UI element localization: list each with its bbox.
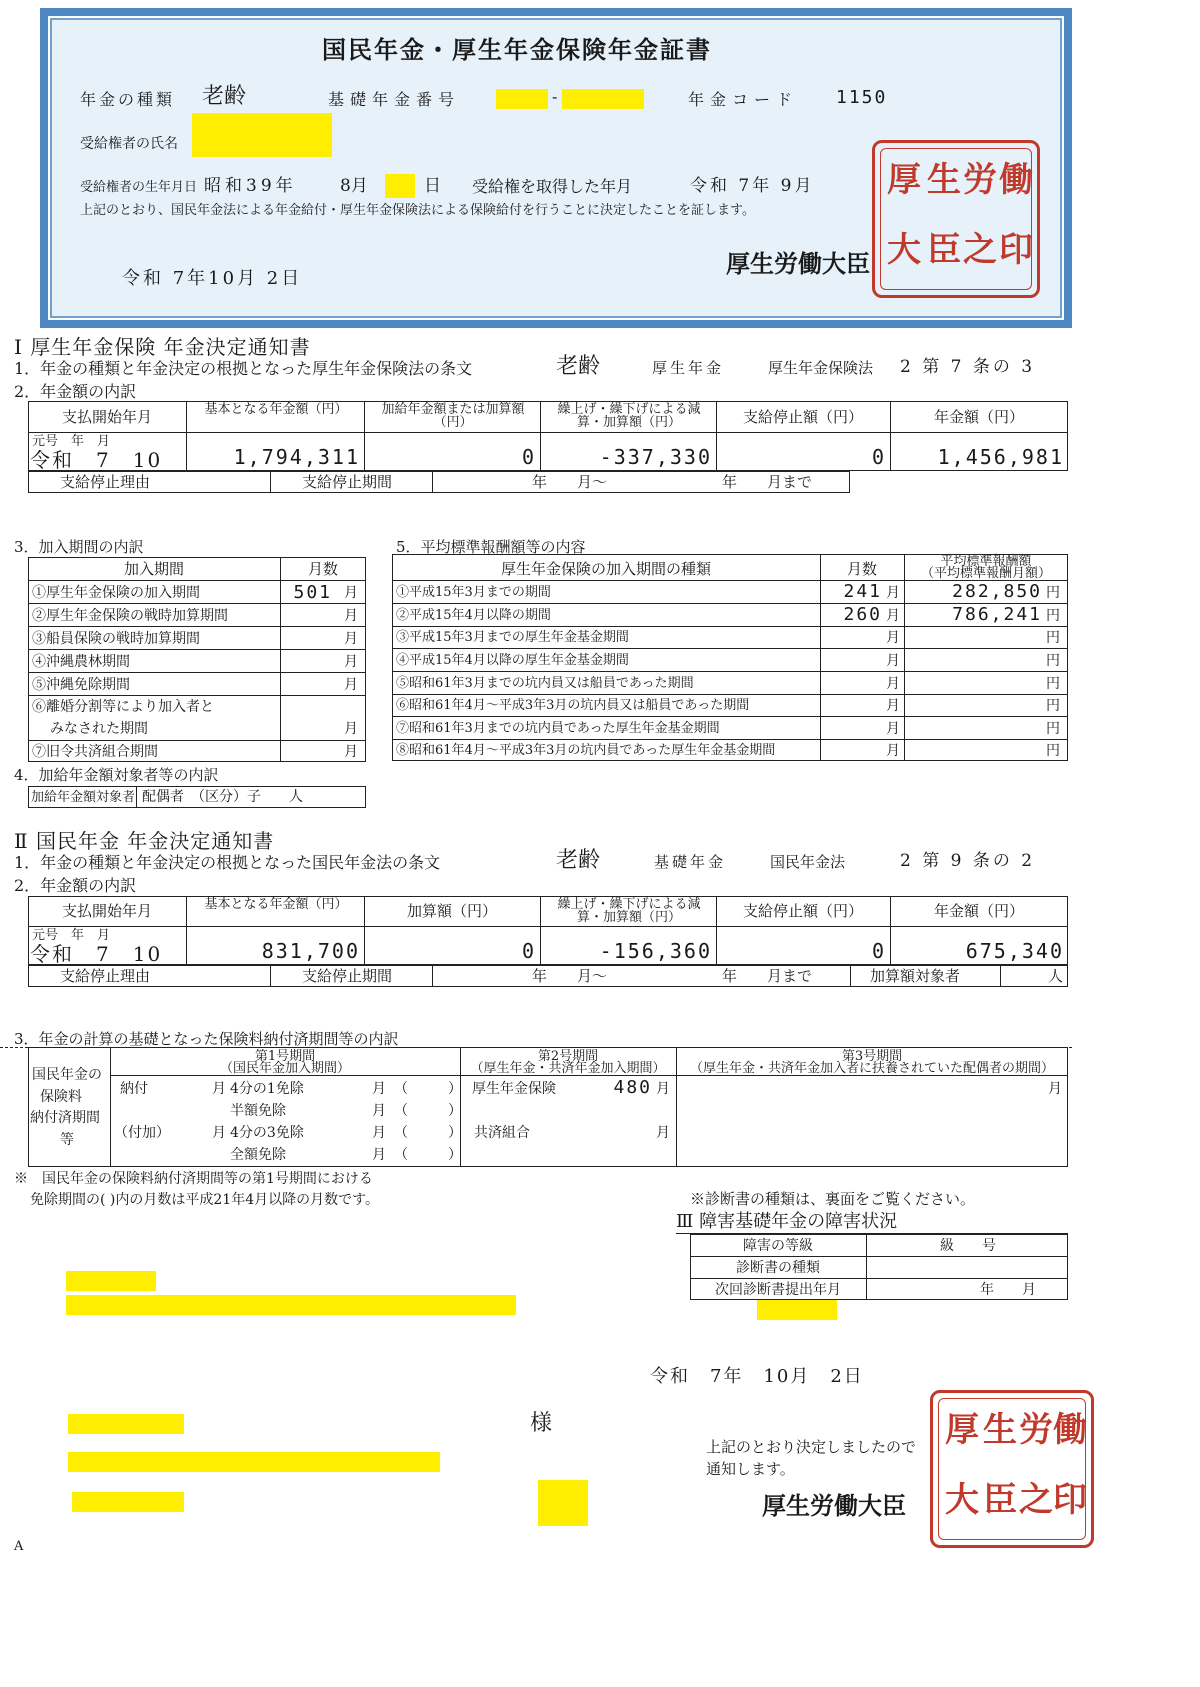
kosei-label: 厚生年金保険	[472, 1081, 556, 1097]
section2-item1-label: 1．年金の種類と年金決定の根拠となった国民年金法の条文	[14, 853, 441, 872]
table-rule	[270, 471, 271, 493]
redaction	[192, 113, 332, 157]
table-rule	[866, 1234, 867, 1300]
official-seal-stamp	[930, 1390, 1094, 1548]
seal-glyph: 働	[999, 160, 1033, 200]
seal-glyph: 厚	[887, 160, 921, 200]
exempt-quarter-label: 4分の1免除	[230, 1081, 304, 1097]
stop-reason-label: 支給停止理由	[60, 967, 151, 985]
table-rule	[28, 649, 366, 650]
addon-label: （付加）	[114, 1125, 170, 1141]
col-header: 年金額（円）	[933, 902, 1024, 920]
kosei-months: 480	[613, 1077, 652, 1098]
section2-article: 2 第 9 条の 2	[900, 851, 1036, 871]
enrollment-row-label: ⑦旧令共済組合期間	[32, 744, 158, 760]
redaction	[496, 89, 548, 109]
table-rule	[28, 580, 366, 581]
yen-unit: 円	[1046, 608, 1060, 624]
seal-glyph: 大	[887, 230, 921, 270]
col-header: 月数	[846, 560, 877, 578]
era-label: 元号 年 月	[32, 928, 111, 943]
month-unit: 月	[886, 585, 900, 601]
p3-sub: （厚生年金・共済年金加入者に扶養されていた配偶者の期間）	[689, 1061, 1054, 1076]
seal-glyph: 臣	[927, 230, 961, 270]
seal-glyph: 之	[1019, 1480, 1053, 1520]
p1-header: 第1号期間	[254, 1049, 316, 1064]
redaction	[757, 1300, 837, 1320]
stop-reason-label: 支給停止理由	[60, 473, 151, 491]
redaction	[562, 89, 644, 109]
paren-close: ）	[448, 1147, 462, 1163]
honorific: 様	[530, 1411, 553, 1436]
paid-label: 納付	[120, 1081, 148, 1097]
seal-glyph: 印	[999, 230, 1033, 270]
enrollment-row-label: ⑥離婚分割等により加入者と	[32, 699, 214, 715]
avg-row-label: ⑧昭和61年4月～平成3年3月の坑内員であった厚生年金基金期間	[396, 743, 776, 758]
start-date: 令和 7 10	[30, 942, 163, 966]
month-unit: 月	[344, 585, 358, 601]
stop-period-from: 年 月～	[532, 967, 608, 985]
p1-sub: （国民年金加入期間）	[219, 1061, 350, 1076]
month-unit: 月	[656, 1125, 670, 1141]
avg-row-label: ⑦昭和61年3月までの坑内員であった厚生年金基金期間	[396, 721, 720, 736]
col-header: 厚生年金保険の加入期間の種類	[500, 560, 711, 578]
month-unit: 月	[886, 743, 900, 759]
certificate-title: 国民年金・厚生年金保険年金証書	[322, 35, 712, 64]
month-unit: 月	[212, 1081, 226, 1097]
avg-row-label: ⑤昭和61年3月までの坑内員又は船員であった期間	[396, 676, 694, 691]
disability-row-label: 診断書の種類	[736, 1260, 820, 1276]
acquired-value: 令和 7年 9月	[690, 176, 815, 196]
exempt-half-label: 半額免除	[230, 1103, 286, 1119]
footer-issuer: 厚生労働大臣	[762, 1491, 906, 1520]
table-rule	[280, 557, 281, 762]
col-header: 平均標準報酬額	[940, 554, 1032, 569]
addition-amount: 0	[521, 939, 536, 963]
section1-kind: 老齢	[556, 354, 601, 379]
avg-row-months: 260	[843, 604, 882, 625]
enrollment-row-label: ⑤沖縄免除期間	[32, 677, 130, 693]
table-rule	[28, 626, 366, 627]
seal-glyph: 働	[1053, 1410, 1087, 1450]
notice-line: 通知します。	[706, 1460, 795, 1478]
section2-heading: Ⅱ 国民年金 年金決定通知書	[14, 829, 275, 853]
birth-era-year: 昭和39年	[204, 176, 297, 196]
col-header: 支払開始年月	[61, 902, 152, 920]
section1-item1-label: 1．年金の種類と年金決定の根拠となった厚生年金保険法の条文	[14, 359, 473, 378]
month-unit: 月	[344, 677, 358, 693]
table-rule	[850, 965, 851, 987]
table-rule	[690, 1256, 1068, 1257]
section1-fund: 厚生年金	[652, 359, 725, 377]
section3-heading: 3．加入期間の内訳	[14, 538, 144, 556]
section3-disability-heading: Ⅲ 障害基礎年金の障害状況	[676, 1211, 898, 1232]
section2-kind: 老齢	[556, 848, 601, 873]
col-header: 支給停止額（円）	[742, 408, 863, 426]
redaction	[68, 1452, 440, 1472]
dependent-label: 加給年金額対象者	[31, 790, 136, 805]
era-label: 元号 年 月	[32, 434, 111, 449]
section2-fund: 基礎年金	[654, 853, 727, 871]
yen-unit: 円	[1046, 585, 1060, 601]
disability-grade: 級 号	[940, 1238, 996, 1254]
dependent-value: 配偶者 （区分）子 人	[142, 789, 303, 805]
month-unit: 月	[372, 1147, 386, 1163]
avg-row-label: ⑥昭和61年4月～平成3年3月の坑内員又は船員であった期間	[396, 698, 750, 713]
table-rule	[392, 739, 1068, 740]
seal-glyph: 之	[963, 230, 997, 270]
seal-glyph: 労	[963, 160, 997, 200]
avg-row-label: ①平成15年3月までの期間	[396, 585, 551, 600]
pension-amount: 675,340	[965, 939, 1064, 963]
stop-period-label: 支給停止期間	[302, 967, 393, 985]
pension-type-value: 老齢	[202, 84, 247, 109]
month-unit: 月	[372, 1103, 386, 1119]
col-header: 支払開始年月	[61, 408, 152, 426]
seal-glyph: 厚	[945, 1410, 979, 1450]
month-unit: 月	[372, 1125, 386, 1141]
p2-sub: （厚生年金・共済年金加入期間）	[470, 1061, 666, 1076]
table-rule	[28, 672, 366, 673]
col-header: 基本となる年金額（円）	[204, 402, 348, 417]
seal-glyph: 印	[1053, 1480, 1087, 1520]
seal-glyph: 大	[945, 1480, 979, 1520]
adjust-amount: -337,330	[599, 445, 712, 469]
section2-law: 国民年金法	[770, 853, 846, 871]
col-header: 加算額（円）	[406, 902, 497, 920]
col-header: 加給年金額または加算額（円）	[381, 402, 525, 430]
section1-article: 2 第 7 条の 3	[900, 357, 1036, 377]
birth-month: 8月	[340, 176, 368, 196]
birth-day-suffix: 日	[424, 176, 441, 196]
table-rule	[432, 965, 433, 987]
side-label: 国民年金の	[32, 1067, 102, 1083]
table-rule	[392, 626, 1068, 627]
disability-row-label: 次回診断書提出年月	[715, 1282, 841, 1298]
certificate-date: 令和 7年10月 2日	[122, 268, 303, 289]
pension-amount: 1,456,981	[937, 445, 1064, 469]
yen-unit: 円	[1046, 721, 1060, 737]
start-date: 令和 7 10	[30, 448, 163, 472]
disability-next: 年 月	[980, 1282, 1036, 1298]
stop-period-to: 年 月まで	[722, 967, 813, 985]
avg-row-amount: 786,241	[952, 604, 1042, 625]
month-unit: 月	[212, 1125, 226, 1141]
notice-line: 上記のとおり決定しましたので	[706, 1438, 917, 1456]
yen-unit: 円	[1046, 698, 1060, 714]
pension-type-label: 年金の種類	[80, 90, 176, 109]
section2-3-heading: 3．年金の計算の基礎となった保険料納付済期間等の内訳	[14, 1030, 399, 1048]
table-rule	[690, 1278, 1068, 1279]
seal-glyph: 臣	[983, 1480, 1017, 1520]
avg-row-label: ④平成15年4月以降の厚生年金基金期間	[396, 653, 629, 668]
col-header: （平均標準報酬月額）	[920, 566, 1051, 581]
enrollment-row-label: ②厚生年金保険の戦時加算期間	[32, 608, 228, 624]
avg-row-months: 241	[843, 581, 882, 602]
base-amount: 831,700	[261, 939, 360, 963]
section4-heading: 4．加給年金額対象者等の内訳	[14, 766, 219, 784]
table-rule	[28, 695, 366, 696]
col-header: 月数	[307, 560, 338, 578]
paren-open: （	[394, 1081, 408, 1097]
redaction	[66, 1295, 516, 1315]
month-unit: 月	[886, 698, 900, 714]
table-rule	[432, 471, 433, 493]
avg-row-label: ②平成15年4月以降の期間	[396, 608, 551, 623]
p3-header: 第3号期間	[841, 1049, 903, 1064]
section1-law: 厚生年金保険法	[768, 359, 874, 377]
month-unit: 月	[886, 630, 900, 646]
section1-heading: Ⅰ 厚生年金保険 年金決定通知書	[14, 335, 311, 359]
col-header: 加入期間	[123, 560, 184, 578]
table-rule	[28, 603, 366, 604]
certify-text: 上記のとおり、国民年金法による年金給付・厚生年金保険法による保険給付を行うことに決定したことを証します。	[80, 203, 755, 218]
section5-heading: 5．平均標準報酬額等の内容	[396, 538, 586, 556]
add-target-label: 加算額対象者	[870, 967, 961, 985]
paren-open: （	[394, 1103, 408, 1119]
birthdate-label: 受給権者の生年月日	[80, 180, 198, 195]
yen-unit: 円	[1046, 630, 1060, 646]
month-unit: 月	[344, 608, 358, 624]
side-label: 等	[60, 1132, 74, 1148]
recipient-name-label: 受給権者の氏名	[80, 136, 178, 152]
redaction	[538, 1480, 588, 1526]
p2-header: 第2号期間	[537, 1049, 599, 1064]
seal-glyph: 生	[927, 160, 961, 200]
pension-code-label: 年金コード	[688, 90, 799, 109]
month-unit: 月	[372, 1081, 386, 1097]
month-unit: 月	[1048, 1081, 1062, 1097]
paren-open: （	[394, 1125, 408, 1141]
official-seal-stamp	[872, 140, 1040, 298]
paren-close: ）	[448, 1125, 462, 1141]
col-header: 支給停止額（円）	[742, 902, 863, 920]
exempt-3q-label: 4分の3免除	[230, 1125, 304, 1141]
month-unit: 月	[886, 676, 900, 692]
yen-unit: 円	[1046, 743, 1060, 759]
enrollment-months: 501	[293, 582, 332, 603]
seal-glyph: 労	[1019, 1410, 1053, 1450]
enrollment-row-label: ③船員保険の戦時加算期間	[32, 631, 200, 647]
note-line: 免除期間の( )内の月数は平成21年4月以降の月数です。	[30, 1192, 379, 1208]
enrollment-row-label: ①厚生年金保険の加入期間	[32, 585, 200, 601]
pension-code-value: 1150	[836, 87, 888, 108]
table-rule	[1000, 965, 1001, 987]
note-line: ※ 国民年金の保険料納付済期間等の第1号期間における	[14, 1171, 373, 1187]
redaction	[68, 1414, 184, 1434]
section2-item2-label: 2．年金額の内訳	[14, 876, 137, 895]
table-rule	[392, 671, 1068, 672]
exempt-full-label: 全額免除	[230, 1147, 286, 1163]
redaction	[385, 174, 415, 198]
redaction	[72, 1492, 184, 1512]
footer-date: 令和 7年 10月 2日	[650, 1366, 864, 1387]
stop-period-to: 年 月まで	[722, 473, 813, 491]
basic-number-dash: -	[552, 87, 558, 106]
month-unit: 月	[344, 744, 358, 760]
table-rule	[28, 432, 1068, 433]
yen-unit: 円	[1046, 653, 1060, 669]
adjust-amount: -156,360	[599, 939, 712, 963]
section1-item2-label: 2．年金額の内訳	[14, 382, 137, 401]
stop-amount: 0	[871, 939, 886, 963]
col-header: 繰上げ・繰下げによる減算・加算額（円）	[557, 897, 701, 925]
basic-number-label: 基礎年金番号	[328, 90, 461, 109]
certificate-issuer: 厚生労働大臣	[726, 249, 870, 278]
month-unit: 月	[886, 608, 900, 624]
stop-amount: 0	[871, 445, 886, 469]
table-rule	[392, 716, 1068, 717]
month-unit: 月	[886, 653, 900, 669]
stop-period-label: 支給停止期間	[302, 473, 393, 491]
side-label: 保険料	[40, 1089, 82, 1105]
table-rule	[28, 740, 366, 741]
add-target-unit: 人	[1048, 967, 1064, 985]
paren-open: （	[394, 1147, 408, 1163]
table-rule	[28, 926, 1068, 927]
table-rule	[392, 648, 1068, 649]
month-unit: 月	[344, 631, 358, 647]
enrollment-row-label: みなされた期間	[50, 721, 148, 737]
month-unit: 月	[656, 1081, 670, 1097]
disability-row-label: 障害の等級	[743, 1238, 813, 1254]
enrollment-row-label: ④沖縄農林期間	[32, 654, 130, 670]
month-unit: 月	[344, 654, 358, 670]
avg-row-amount: 282,850	[952, 581, 1042, 602]
acquired-label: 受給権を取得した年月	[472, 177, 633, 196]
seal-glyph: 生	[983, 1410, 1017, 1450]
col-header: 繰上げ・繰下げによる減算・加算額（円）	[557, 402, 701, 430]
month-unit: 月	[344, 721, 358, 737]
addition-amount: 0	[521, 445, 536, 469]
avg-row-label: ③平成15年3月までの厚生年金基金期間	[396, 630, 629, 645]
side-label: 納付済期間	[30, 1110, 100, 1126]
page-mark: A	[14, 1539, 24, 1554]
table-rule	[270, 965, 271, 987]
table-rule	[136, 786, 137, 808]
redaction	[66, 1271, 156, 1291]
paren-close: ）	[448, 1103, 462, 1119]
base-amount: 1,794,311	[233, 445, 360, 469]
table-rule	[392, 694, 1068, 695]
col-header: 基本となる年金額（円）	[204, 897, 348, 912]
yen-unit: 円	[1046, 676, 1060, 692]
col-header: 年金額（円）	[933, 408, 1024, 426]
kyosai-label: 共済組合	[474, 1125, 530, 1141]
month-unit: 月	[886, 721, 900, 737]
paren-close: ）	[448, 1081, 462, 1097]
stop-period-from: 年 月～	[532, 473, 608, 491]
diagnosis-note: ※診断書の種類は、裏面をご覧ください。	[690, 1190, 976, 1208]
